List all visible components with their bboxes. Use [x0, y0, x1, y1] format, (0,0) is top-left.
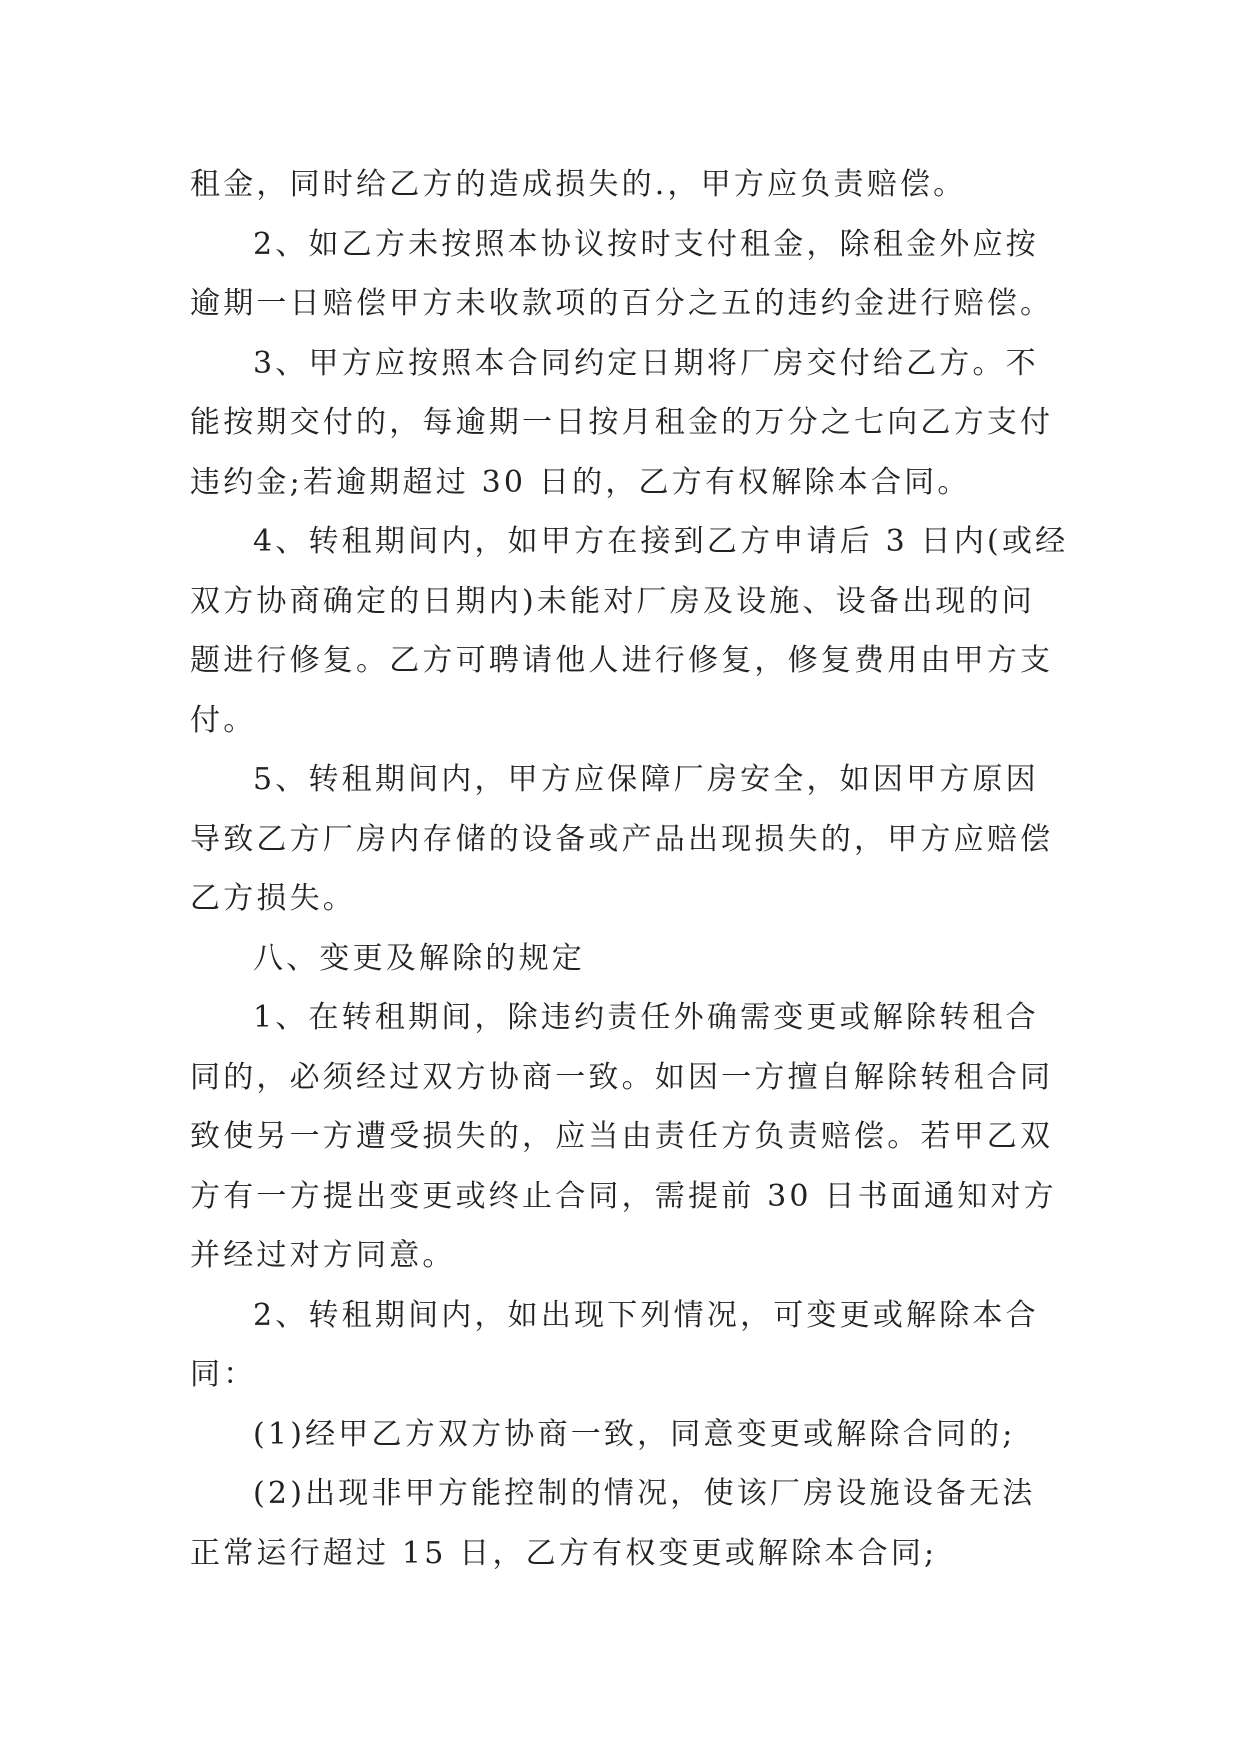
- text-line: 方有一方提出变更或终止合同，需提前 30 日书面通知对方: [190, 1178, 1057, 1214]
- document-body: [190, 155, 1070, 1583]
- text-line: 乙方损失。: [190, 881, 356, 916]
- text-line: 1、在转租期间，除违约责任外确需变更或解除转租合: [253, 1000, 1039, 1035]
- text-line: 双方协商确定的日期内)未能对厂房及设施、设备出现的问: [190, 583, 1035, 619]
- text-line: 致使另一方遭受损失的，应当由责任方负责赔偿。若甲乙双: [190, 1119, 1054, 1154]
- text-line: 违约金;若逾期超过 30 日的，乙方有权解除本合同。: [190, 464, 971, 500]
- text-line: 题进行修复。乙方可聘请他人进行修复，修复费用由甲方支: [190, 643, 1054, 678]
- text-line: 3、甲方应按照本合同约定日期将厂房交付给乙方。不: [253, 345, 1039, 381]
- text-line: 2、转租期间内，如出现下列情况，可变更或解除本合: [253, 1297, 1039, 1333]
- text-line: (2)出现非甲方能控制的情况，使该厂房设施设备无法: [253, 1476, 1036, 1511]
- text-line: 租金，同时给乙方的造成损失的.，甲方应负责赔偿。: [190, 167, 967, 202]
- text-line: 2、如乙方未按照本协议按时支付租金，除租金外应按: [253, 226, 1039, 262]
- text-line: 逾期一日赔偿甲方未收款项的百分之五的违约金进行赔偿。: [190, 286, 1054, 321]
- text-line: 同：: [190, 1357, 257, 1392]
- text-line: 正常运行超过 15 日，乙方有权变更或解除本合同;: [190, 1535, 938, 1571]
- text-line: 能按期交付的，每逾期一日按月租金的万分之七向乙方支付: [190, 405, 1054, 440]
- text-line: 5、转租期间内，甲方应保障厂房安全，如因甲方原因: [253, 762, 1039, 797]
- text-line: (1)经甲乙方双方协商一致，同意变更或解除合同的;: [253, 1416, 1016, 1452]
- text-line: 导致乙方厂房内存储的设备或产品出现损失的，甲方应赔偿: [190, 821, 1054, 857]
- text-line: 同的，必须经过双方协商一致。如因一方擅自解除转租合同: [190, 1059, 1054, 1095]
- text-line: 付。: [190, 702, 257, 738]
- text-line: 4、转租期间内，如甲方在接到乙方申请后 3 日内(或经: [253, 524, 1069, 559]
- text-line: 并经过对方同意。: [190, 1238, 456, 1273]
- text-line: 八、变更及解除的规定: [253, 940, 585, 976]
